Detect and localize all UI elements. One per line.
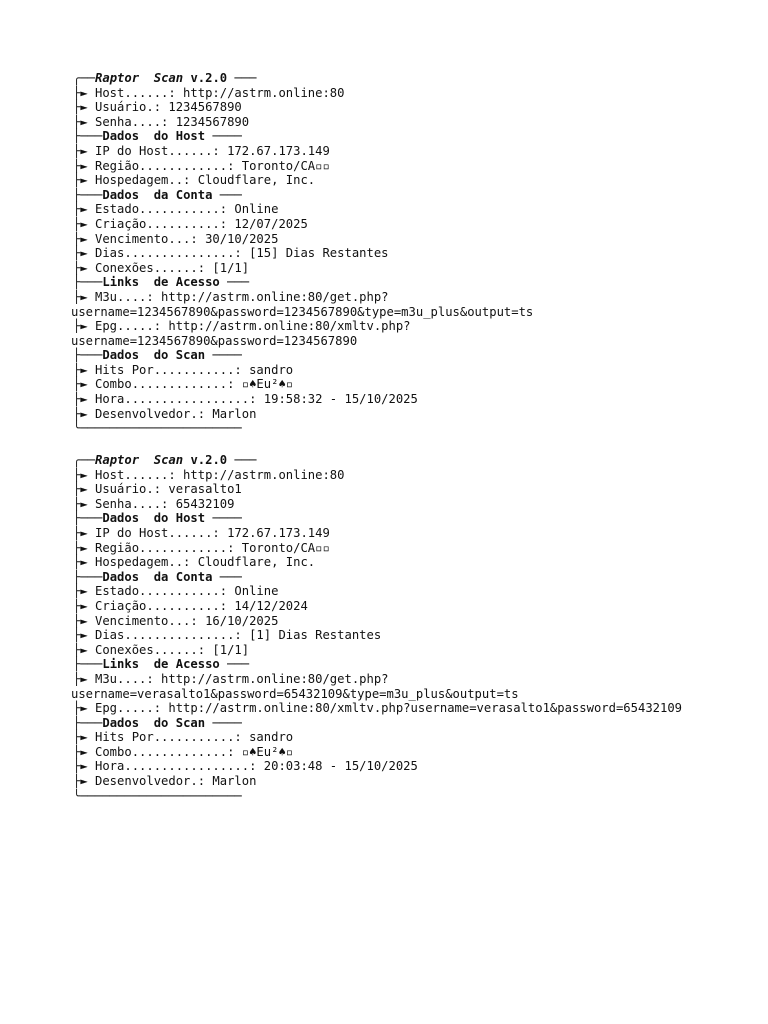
box-rule: ───	[227, 275, 250, 290]
section-links-header	[73, 275, 763, 290]
scan-result-block	[73, 453, 763, 803]
section-title: Links de Acesso	[102, 275, 220, 290]
box-rule: ├───	[73, 129, 103, 144]
box-rule: ├───	[73, 348, 103, 363]
hour-line: ├► Hora.................: 20:03:48 - 15/10/2025	[73, 759, 418, 774]
ip-line: ├► IP do Host......: 172.67.173.149	[73, 525, 330, 540]
box-rule: ───	[234, 71, 257, 85]
scan-result-block	[73, 71, 763, 436]
user-line: ├► Usuário.: verasalto1	[73, 482, 242, 497]
host-line: ├► Host......: http://astrm.online:80	[73, 467, 345, 482]
box-rule: ├───	[73, 715, 103, 730]
section-account-header	[73, 570, 763, 585]
box-rule: ├───	[73, 511, 103, 526]
hosting-line: ├► Hospedagem..: Cloudflare, Inc.	[73, 173, 316, 188]
hits-line: ├► Hits Por...........: sandro	[73, 362, 294, 377]
block-header	[73, 71, 763, 86]
region-line: ├► Região............: Toronto/CA▫▫	[73, 540, 330, 555]
epg-line: ├► Epg.....: http://astrm.online:80/xmltv.php?username=verasalto1&password=65432109	[73, 701, 683, 716]
days-line: ├► Dias...............: [1] Dias Restantes	[73, 628, 382, 643]
m3u-line: ├► M3u....: http://astrm.online:80/get.php?	[73, 289, 389, 304]
password-line: ├► Senha....: 65432109	[73, 496, 235, 511]
section-scan-header	[73, 348, 763, 363]
host-line: ├► Host......: http://astrm.online:80	[73, 85, 345, 100]
region-line: ├► Região............: Toronto/CA▫▫	[73, 158, 330, 173]
combo-line: ├► Combo.............: ▫♠Eu²♠▫	[73, 744, 294, 759]
section-scan-header	[73, 716, 763, 731]
section-account-header	[73, 188, 763, 203]
section-host-header	[73, 129, 763, 144]
section-title: Dados da Conta	[102, 187, 213, 202]
section-title: Dados do Host	[102, 129, 206, 144]
header-version: v.2.0	[190, 71, 228, 85]
block-footer: ╰──────────────────────	[73, 788, 242, 803]
password-line: ├► Senha....: 1234567890	[73, 114, 250, 129]
m3u-line: ├► M3u....: http://astrm.online:80/get.php?	[73, 671, 389, 686]
user-line: ├► Usuário.: 1234567890	[73, 100, 242, 115]
box-rule: ├───	[73, 187, 103, 202]
box-rule: ────	[212, 348, 242, 363]
epg-line: ├► Epg.....: http://astrm.online:80/xmltv.php?	[73, 319, 411, 334]
ip-line: ├► IP do Host......: 172.67.173.149	[73, 143, 330, 158]
connections-line: ├► Conexões......: [1/1]	[73, 260, 250, 275]
hits-line: ├► Hits Por...........: sandro	[73, 730, 294, 745]
combo-line: ├► Combo.............: ▫♠Eu²♠▫	[73, 377, 294, 392]
developer-line: ├► Desenvolvedor.: Marlon	[73, 406, 257, 421]
section-title: Dados do Scan	[102, 348, 206, 363]
box-rule: ├───	[73, 569, 103, 584]
box-rule: ────	[212, 129, 242, 144]
box-rule: ────	[212, 715, 242, 730]
header-title-raptor: Raptor	[95, 71, 140, 85]
box-rule: ───	[219, 569, 242, 584]
box-rule: ├───	[73, 657, 103, 672]
box-rule: ───	[227, 657, 250, 672]
created-line: ├► Criação..........: 12/07/2025	[73, 216, 308, 231]
developer-line: ├► Desenvolvedor.: Marlon	[73, 774, 257, 789]
block-footer: ╰──────────────────────	[73, 421, 242, 436]
box-rule: ────	[212, 511, 242, 526]
state-line: ├► Estado...........: Online	[73, 584, 279, 599]
epg-line-continued: username=1234567890&password=1234567890	[71, 333, 358, 348]
box-corner: ╭──	[73, 453, 96, 467]
section-links-header	[73, 657, 763, 672]
section-title: Dados do Host	[102, 511, 206, 526]
expires-line: ├► Vencimento...: 16/10/2025	[73, 613, 279, 628]
hosting-line: ├► Hospedagem..: Cloudflare, Inc.	[73, 555, 316, 570]
box-corner: ╭──	[73, 71, 96, 85]
box-rule: ───	[234, 453, 257, 467]
m3u-line-continued: username=1234567890&password=1234567890&type=m3u_plus&output=ts	[71, 304, 534, 319]
box-rule: ───	[219, 187, 242, 202]
connections-line: ├► Conexões......: [1/1]	[73, 642, 250, 657]
section-title: Links de Acesso	[102, 657, 220, 672]
header-version: v.2.0	[190, 453, 228, 467]
days-line: ├► Dias...............: [15] Dias Restantes	[73, 246, 389, 261]
block-header	[73, 453, 763, 468]
section-title: Dados do Scan	[102, 715, 206, 730]
header-title-scan: Scan	[153, 71, 184, 85]
header-title-scan: Scan	[153, 453, 184, 467]
section-title: Dados da Conta	[102, 569, 213, 584]
header-title-raptor: Raptor	[95, 453, 140, 467]
state-line: ├► Estado...........: Online	[73, 202, 279, 217]
m3u-line-continued: username=verasalto1&password=65432109&type=m3u_plus&output=ts	[71, 686, 519, 701]
expires-line: ├► Vencimento...: 30/10/2025	[73, 231, 279, 246]
created-line: ├► Criação..........: 14/12/2024	[73, 598, 308, 613]
hour-line: ├► Hora.................: 19:58:32 - 15/10/2025	[73, 392, 418, 407]
section-host-header	[73, 511, 763, 526]
box-rule: ├───	[73, 275, 103, 290]
